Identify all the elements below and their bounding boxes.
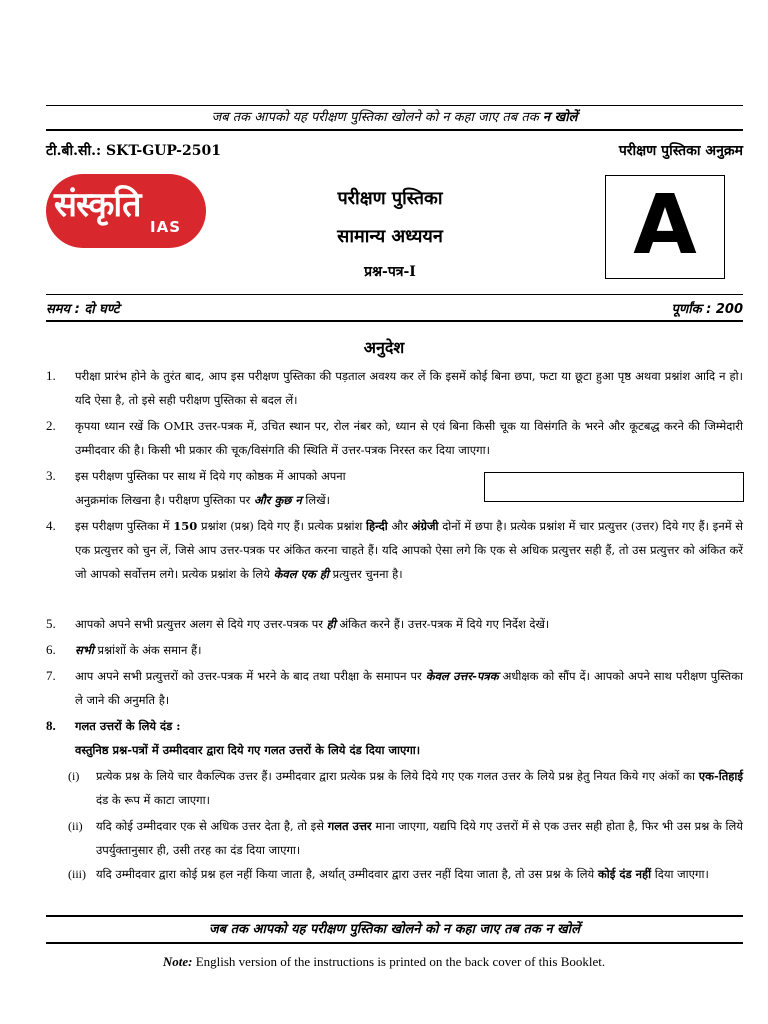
instruction-text — [75, 514, 743, 586]
instruction-7 — [46, 664, 743, 712]
text-part: आप अपने सभी प्रत्युत्तरों को उत्तर-पत्रक में भरने के बाद तथा परीक्षा के समापन पर — [75, 669, 422, 683]
instruction-4 — [46, 514, 743, 610]
penalty-number: (ii) — [68, 819, 83, 833]
text-part: प्रश्नांशों के अंक समान हैं। — [97, 643, 202, 657]
language-english: अंग्रेजी — [411, 519, 439, 533]
top-warning-text: जब तक आपको यह परीक्षण पुस्तिका खोलने को न कहा जाए तब तक — [211, 110, 539, 125]
penalty-iii — [68, 862, 743, 910]
footer-bottom-rule — [46, 942, 743, 944]
instruction-number: 5. — [46, 616, 56, 631]
text-part: प्रत्येक प्रश्न के लिये चार वैकल्पिक उत्तर हैं। उम्मीदवार द्वारा प्रत्येक प्रश्न के लिये दिये गए एक गलत उत्तर के लिये प्रश्न हेतु नियत किये गए अंकों का — [96, 769, 695, 783]
series-label: परीक्षण पुस्तिका अनुक्रम — [618, 143, 743, 159]
instruction-text — [75, 664, 743, 712]
instruction-number: 4. — [46, 518, 56, 533]
text-part: आपको अपने सभी प्रत्युत्तर अलग से दिये गए उत्तर-पत्रक पर — [75, 617, 323, 631]
emphasis: एक-तिहाई — [698, 769, 743, 783]
text-part: यदि उम्मीदवार द्वारा कोई प्रश्न हल नहीं किया जाता है, अर्थात् उम्मीदवार द्वारा उत्तर नहीं दिया जाता है, तो उस प्रश्न के लिये — [96, 867, 595, 881]
instruction-text — [75, 612, 743, 636]
text-part: लिखें। — [305, 493, 330, 507]
instruction-text: कृपया ध्यान रखें कि OMR उत्तर-पत्रक में, उचित स्थान पर, रोल नंबर को, ध्यान से एवं बिना किसी चूक या विसंगति के भरने और कूटबद्ध करने की जिम्मेदारी उम्मीदवार की है। किसी भी प्रकार की चूक/विसंगति की स्थिति में उत्तर-पत्रक निरस्त कर दिया जाएगा। — [75, 419, 743, 457]
text-part: माना जाएगा, यद्यपि दिये गए उत्तरों में से एक उत्तर सही होता है, फिर भी उस प्रश्न के लिये उपर्युक्तानुसार ही, उसी तरह का दंड दिया जाएगा। — [96, 819, 743, 857]
text-part: प्रत्युत्तर चुनना है। — [332, 567, 403, 581]
penalty-subtitle: वस्तुनिष्ठ प्रश्न-पत्रों में उम्मीदवार द्वारा दिये गए गलत उत्तरों के लिये दंड दिया जाएगा। — [75, 743, 421, 757]
text-part: यदि कोई उम्मीदवार एक से अधिक उत्तर देता है, तो इसे — [96, 819, 325, 833]
text-part: इस परीक्षण पुस्तिका में — [75, 519, 170, 533]
instruction-8 — [46, 714, 743, 762]
emphasis: सभी — [75, 643, 94, 657]
instruction-1 — [46, 364, 743, 412]
emphasis: ही — [326, 617, 336, 631]
time-bottom-rule — [46, 320, 743, 322]
emphasis: केवल एक ही — [273, 567, 329, 581]
penalty-number: (i) — [68, 769, 80, 783]
english-note — [0, 954, 768, 970]
text-part: इस परीक्षण पुस्तिका पर साथ में दिये गए कोष्ठक में आपको अपना — [75, 469, 346, 483]
sanskriti-ias-logo — [46, 174, 206, 248]
time-top-rule — [46, 294, 743, 295]
penalty-ii — [68, 814, 743, 862]
instructions-heading: अनुदेश — [363, 338, 405, 357]
emphasis: गलत उत्तर — [327, 819, 372, 833]
tbc-code: टी.बी.सी.: SKT-GUP-2501 — [46, 143, 221, 159]
penalty-i — [68, 764, 743, 812]
text-part: दंड के रूप में काटा जाएगा। — [96, 793, 210, 807]
instruction-number: 8. — [46, 718, 56, 733]
note-text: English version of the instructions is printed on the back cover of this Booklet. — [195, 954, 606, 969]
top-warning — [46, 107, 743, 125]
emphasis: और कुछ न — [254, 493, 302, 507]
logo-sub: IAS — [150, 218, 181, 236]
series-box — [605, 175, 725, 279]
instruction-number: 6. — [46, 642, 56, 657]
booklet-title: परीक्षण पुस्तिका — [337, 188, 443, 209]
text-part: दिया जाएगा। — [654, 867, 709, 881]
instruction-text: परीक्षा प्रारंभ होने के तुरंत बाद, आप इस परीक्षण पुस्तिका की पड़ताल अवश्य कर लें कि इसमें कोई बिना छपा, फटा या छूटा हुआ पृष्ठ अथवा प्रश्नांश आदि न हो। यदि ऐसा है, तो इसे सही परीक्षण पुस्तिका से बदल लें। — [75, 369, 743, 407]
instruction-number: 1. — [46, 368, 56, 383]
emphasis: केवल उत्तर-पत्रक — [425, 669, 499, 683]
text-part: दोनों में छपा है। प्रत्येक प्रश्नांश में चार प्रत्युत्तर (उत्तर) दिये गए हैं। इनमें से एक प्रत्युत्तर को चुन लें, जिसे आप उत्तर-पत्रक पर अंकित करना चाहते हैं। यदि आपको ऐसा लगे कि एक से अधिक प्रत्युत्तर सही हैं, तो उस प्रत्युत्तर को अंकित करें जो आपको सर्वोत्तम लगे। प्रत्येक प्रश्नांश के लिये — [75, 519, 744, 581]
top-rule — [46, 105, 743, 106]
penalty-text — [96, 764, 743, 812]
total-marks: पूर्णांक : 200 — [671, 302, 743, 317]
instruction-5 — [46, 612, 743, 636]
subject-title: सामान्य अध्ययन — [337, 226, 443, 247]
note-label: Note: — [162, 954, 193, 969]
series-letter: A — [633, 178, 697, 273]
instruction-number: 7. — [46, 668, 56, 683]
instruction-number: 2. — [46, 418, 56, 433]
text-part: प्रश्नांश (प्रश्न) दिये गए हैं। प्रत्येक प्रश्नांश — [201, 519, 363, 533]
logo-text: संस्कृति — [54, 185, 141, 225]
text-part: अनुक्रमांक लिखना है। परीक्षण पुस्तिका पर — [75, 493, 251, 507]
text-part: अधीक्षक को सौंप दें। आपको अपने साथ परीक्षण पुस्तिका ले जाने की अनुमति है। — [75, 669, 744, 707]
question-count: 150 — [173, 519, 198, 533]
instruction-number: 3. — [46, 468, 56, 483]
penalty-number: (iii) — [68, 867, 86, 881]
footer-top-rule — [46, 915, 743, 917]
top-warning-emphasis: न खोलें — [542, 110, 578, 125]
text-part: और — [391, 519, 408, 533]
header-rule — [46, 129, 743, 131]
instruction-text — [75, 638, 743, 662]
emphasis: कोई दंड नहीं — [597, 867, 652, 881]
instruction-text — [75, 464, 453, 512]
instruction-6 — [46, 638, 743, 662]
penalty-text — [96, 862, 743, 886]
penalty-title: गलत उत्तरों के लिये दंड : — [75, 719, 181, 733]
text-part: अंकित करने हैं। उत्तर-पत्रक में दिये गए निर्देश देखें। — [339, 617, 550, 631]
language-hindi: हिन्दी — [366, 519, 388, 533]
paper-title: प्रश्न-पत्र-I — [364, 264, 416, 280]
exam-time: समय : दो घण्टे — [46, 302, 120, 317]
instruction-2 — [46, 414, 743, 462]
bottom-warning: जब तक आपको यह परीक्षण पुस्तिका खोलने को न कहा जाए तब तक न खोलें — [209, 922, 580, 937]
roll-number-box[interactable] — [484, 472, 744, 502]
penalty-text — [96, 814, 743, 862]
